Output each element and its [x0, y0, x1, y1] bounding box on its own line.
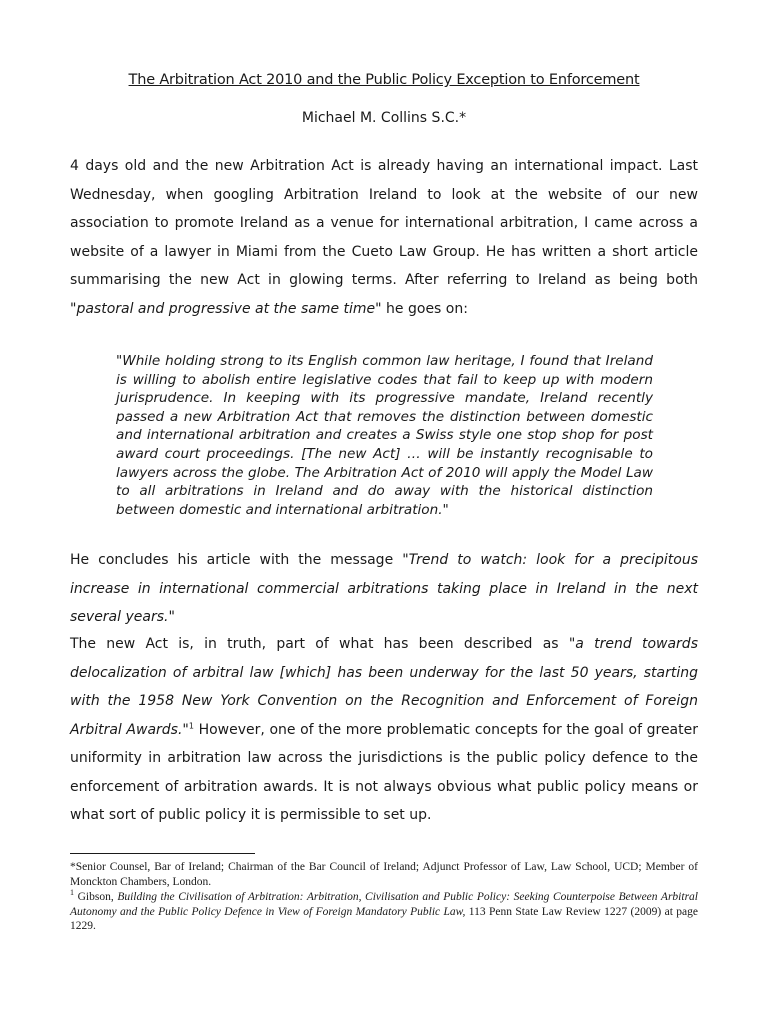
footnote-divider	[70, 853, 255, 854]
block-quote: "While holding strong to its English common law heritage, I found that Ireland is willing to abolish entire legislative codes that fail to keep up with modern jurisprudence. In keeping with its progressive mandate, Ireland recently passed a new Arbitration Act that removes the distinction between domestic and international arbitration and creates a Swiss style one stop shop for post award court proceedings. [The new Act] … will be instantly recognisable to lawyers across the globe. The Arbitration Act of 2010 will apply the Model Law to all arbitrations in Ireland and do away with the historical distinction between domestic and international arbitration."	[116, 353, 653, 518]
document-title: The Arbitration Act 2010 and the Public Policy Exception to Enforcement	[128, 72, 640, 88]
paragraph-conclusion-text: He concludes his article with the message	[70, 552, 403, 568]
paragraph-conclusion	[70, 546, 698, 632]
footnote-reference: 1	[188, 720, 194, 730]
author-line: Michael M. Collins S.C.*	[301, 110, 467, 126]
paragraph-new-act-end: However, one of the more problematic concepts for the goal of greater uniformity in arbitration law across the jurisdictions is the public policy defence to the enforcement of arbitration awards. It is not always obvious what public policy means or what sort of public policy it is permissible to set up.	[70, 721, 698, 823]
paragraph-intro	[70, 152, 698, 323]
paragraph-intro-end: he goes on:	[381, 300, 468, 317]
paragraph-intro-text: 4 days old and the new Arbitration Act is already having an international impact. Last Wednesday, when googling Arbitration Ireland to look at the website of our new association to promote Ireland as a venue for international arbitration, I came across a website of a lawyer in Miami from the Cueto Law Group. He has written a short article summarising the new Act in glowing terms. After referring to Ireland as being both	[70, 158, 698, 288]
paragraph-conclusion-quote: "Trend to watch: look for a precipitous increase in international commercial arbitrations taking place in Ireland in the next several years."	[70, 552, 698, 625]
footnote-1	[70, 890, 698, 934]
paragraph-intro-quote: "pastoral and progressive at the same time"	[70, 300, 382, 317]
paragraph-new-act-text: The new Act is, in truth, part of what has been described as	[70, 636, 569, 652]
footnote-1-author: Gibson,	[74, 891, 118, 903]
paragraph-new-act	[70, 630, 698, 830]
footnote-1-title: Building the Civilisation of Arbitration: Arbitration, Civilisation and Public Policy: Seeking Counterpoise Between Arbitral Autonomy and the Public Policy Defence in View of Foreign Mandatory Public Law,	[70, 891, 698, 918]
paragraph-new-act-quote: "a trend towards delocalization of arbitral law [which] has been underway for the last 50 years, starting with the 1958 New York Convention on the Recognition and Enforcement of Foreign Arbitral Awards."	[70, 636, 698, 738]
footnote-1-number: 1	[70, 888, 74, 898]
footnote-author: *Senior Counsel, Bar of Ireland; Chairman of the Bar Council of Ireland; Adjunct Professor of Law, Law School, UCD; Member of Monckton Chambers, London.	[70, 861, 698, 888]
footnote-1-citation: 113 Penn State Law Review 1227 (2009) at page 1229.	[70, 905, 698, 933]
